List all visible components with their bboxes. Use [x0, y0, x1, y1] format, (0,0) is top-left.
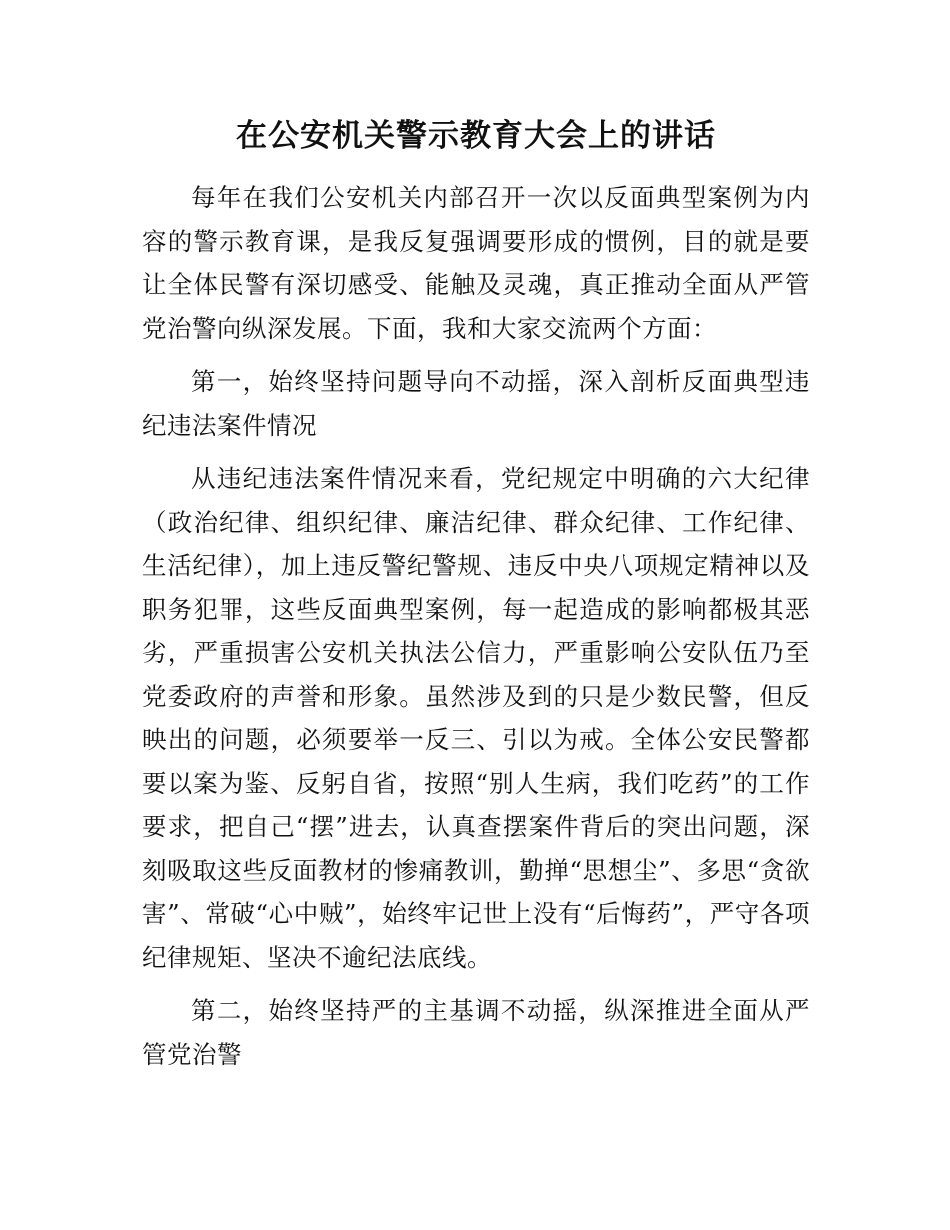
document-page [142, 108, 810, 1086]
document-title: 在公安机关警示教育大会上的讲话 [236, 118, 716, 154]
section-heading-second: 第二，始终坚持严的主基调不动摇，纵深推进全面从严管党治警 [142, 996, 810, 1069]
paragraph-case-analysis: 从违纪违法案件情况来看，党纪规定中明确的六大纪律（政治纪律、组织纪律、廉洁纪律、群众纪律、工作纪律、生活纪律），加上违反警纪警规、违反中央八项规定精神以及职务犯罪，这些反面典型案例，每一起造成的影响都极其恶劣，严重损害公安机关执法公信力，严重影响公安队伍乃至党委政府的声誉和形象。虽然涉及到的只是少数民警，但反映出的问题，必须要举一反三、引以为戒。全体公安民警都要以案为鉴、反躬自省，按照“别人生病，我们吃药”的工作要求，把自己“摆”进去，认真查摆案件背后的突出问题，深刻吸取这些反面教材的惨痛教训，勤掸“思想尘”、多思“贪欲害”、常破“心中贼”，始终牢记世上没有“后悔药”，严守各项纪律规矩、坚决不逾纪法底线。 [142, 464, 810, 972]
section-heading-first: 第一，始终坚持问题导向不动摇，深入剖析反面典型违纪违法案件情况 [142, 367, 810, 440]
paragraph-intro: 每年在我们公安机关内部召开一次以反面典型案例为内容的警示教育课，是我反复强调要形成的惯例，目的就是要让全体民警有深切感受、能触及灵魂，真正推动全面从严管党治警向纵深发展。下面，我和大家交流两个方面： [142, 183, 810, 343]
